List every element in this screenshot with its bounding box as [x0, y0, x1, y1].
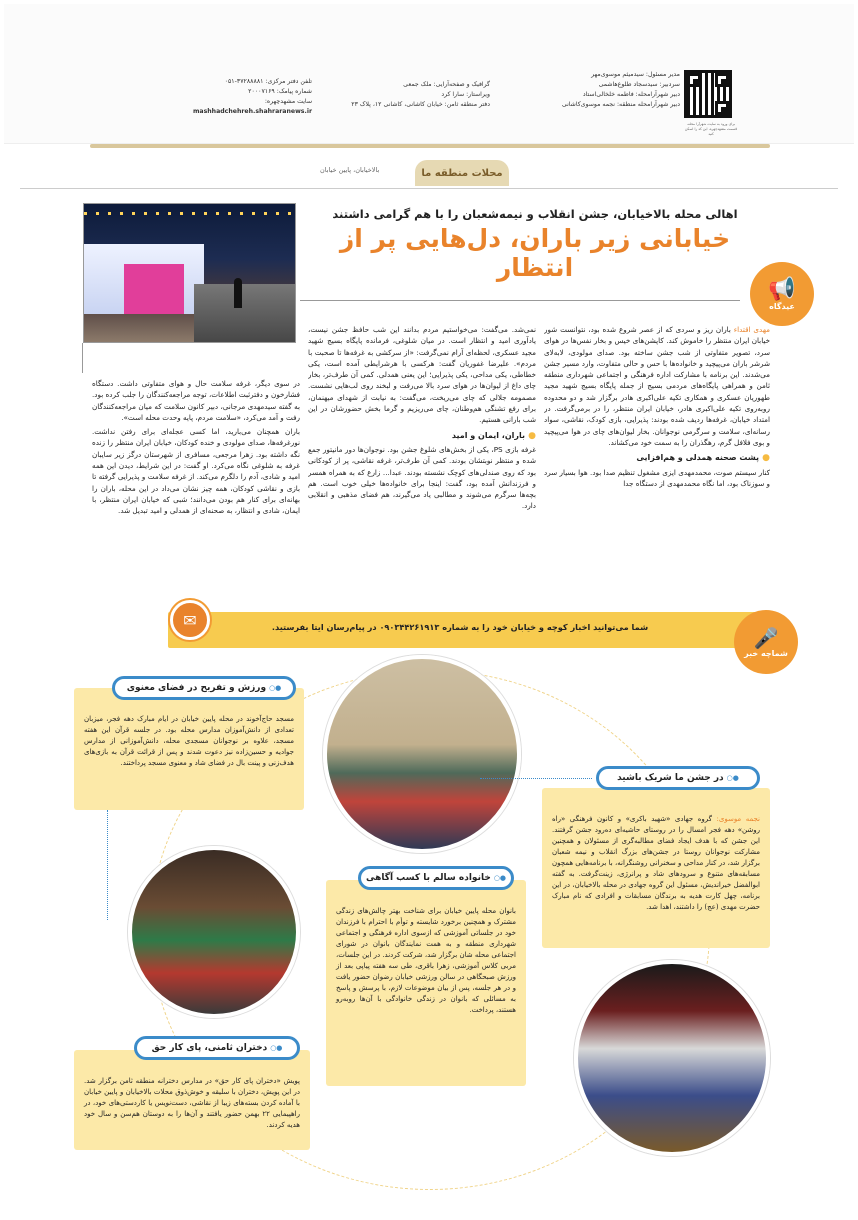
card-family-title: ●○ خانواده سالم با کسب آگاهی — [358, 866, 514, 890]
masthead-line: دبیر شهرآرامحله: فاطمه خلخالی‌استاد — [582, 91, 680, 98]
article-paragraph: کنار سیستم صوت، محمدمهدی ایزی مشغول تنظیم صدا بود. هوا بسیار سرد و سوزناک بود، اما نگاه محمدمهدی از دستگاه جدا — [544, 467, 770, 488]
article-subtitle: اهالی محله بالاخیابان، جشن انقلاب و نیمه‌شعبان را با هم گرامی داشتند — [332, 207, 738, 221]
messenger-icon: ✉ — [170, 600, 210, 640]
masthead-line: دبیر شهرآرامحله منطقه: نجمه موسوی‌کاشانی — [561, 101, 680, 108]
card-sport-title: ●○ ورزش و تفریح در فضای معنوی — [112, 676, 296, 700]
divider — [82, 343, 83, 373]
divider — [300, 300, 740, 301]
section-tab: محلات منطقه ما — [415, 160, 509, 186]
masthead-line: مدیر مسئول: سیدمیثم موسوی‌مهر — [591, 71, 680, 78]
news-tag — [734, 610, 798, 674]
street-festival-photo — [83, 203, 296, 343]
article-column-right — [544, 324, 770, 584]
article-paragraph: نمی‌شد. می‌گفت: می‌خواستیم مردم بدانند این شب حافظ جشن نیست، یادآوری امید و انتظار است. در میان شلوغی، فرمانده پایگاه بسیج شهید مجید عسکری، لحظه‌ای آرام نمی‌گرفت: «از سرکشی به غرفه‌ها تا صحبت با مردم». علیرضا غفوریان گفت: هرکسی با هرشرایطی آمده است، یکی خطاطی، یکی مداحی، یکی پذیرایی؛ این یعنی همدلی. کمی آن طرف‌تر، بخار چای داغ از لیوان‌ها در هوای سرد بالا می‌رفت و لبخند روی لب‌هایی نشست. مصمومه جلالی که چای می‌ریخت، می‌گفت: به نیابت از شهدای میهنمان، برای رفع تشنگی هم‌وطنان، چای می‌ریزیم و گرما بخش حضورشان در این شب بارانی هستیم. — [308, 325, 536, 425]
event-tag-label: عیدگاه — [769, 301, 795, 311]
news-banner-text: شما می‌توانید اخبار کوچه و خیابان خود را به شماره ۰۹۰۳۴۴۲۶۱۹۱۳ در پیام‌رسان ایتا بفرستید. — [271, 622, 649, 632]
article-column-middle — [308, 324, 536, 584]
article-paragraph: در سوی دیگر، غرفه سلامت حال و هوای متفاوتی داشت. دستگاه فشارخون و دفترثبت اطلاعات، توجه مراجعه‌کنندگان را جلب کرده بود. به گفته سیدمهدی مرجانی، دبیر کانون سلامت که میان مراجعه‌کنندگان رفت و آمد می‌کرد، «سلامت مردم، پایه وحدت محله است». — [92, 379, 300, 422]
card-text: گروه جهادی «شهید باکری» و کانون فرهنگی «راه روشن» دهه فجر امسال را در روستای حاشیه‌ای ده‌رود جشن گرفتند. این جشن که با هدف ایجاد فضای مطالبه‌گری از مسئولان و همچنین مشارکت نوجوانان روستا در جشن‌های بزرگ انقلاب و نیمه شعبان برگزار شد، در کنار مداحی و سخنرانی روشنگرانه، با برنامه‌هایی همچون مسابقه‌های متنوع و سرودهای شاد و پرانرژی، زینت‌گرفت. به گفته ابوالفضل خیراندیش، مسئول این گروه جهادی در محله بالاخیابان، در این برنامه، چهل کارت هدیه به برندگان مسابقات و افرادی که نام مبارک حضرت مهدی (عج) را داشتند، اهدا شد. — [552, 815, 760, 911]
masthead-line: تلفن دفتر مرکزی: ۳۷۲۸۸۸۸۱-۰۵۱ — [224, 78, 312, 85]
card-sport — [74, 688, 304, 810]
breadcrumb: بالاخیابان، پایین خیابان — [320, 166, 380, 174]
masthead-line: دفتر منطقه ثامن: خیابان کاشانی، کاشانی ۱۲، پلاک ۲۳ — [351, 101, 490, 108]
classroom-photo — [323, 655, 521, 853]
connector-line — [107, 810, 108, 920]
celebration-hall-photo — [574, 960, 770, 1156]
article-title: خیابانی زیر باران، دل‌هایی پر از انتظار — [339, 224, 731, 282]
masthead-line: سایت مشهد‌چهره: — [264, 98, 312, 105]
article-heading: ● باران، ایمان و امید — [308, 430, 536, 442]
masthead-contact — [172, 77, 312, 117]
event-tag — [750, 262, 814, 326]
masthead-line: شماره پیامک: ۲۰۰۰۷۱۶۹ — [248, 88, 312, 95]
article-heading: ● پشت صحنه همدلی و هم‌افزایی — [544, 452, 770, 464]
card-text: پویش «دختران پای کار حق» در مدارس دخترانه منطقه ثامن برگزار شد. در این پویش، دختران با سلیقه و خوش‌ذوق محلات بالاخیابان و پایین خیابان با آماده کردن بسته‌های زیبا از نقاشی، دست‌نویس یا کاردستی‌های خود، در راهپیمایی ۲۲ بهمن حضور یافتند و آن‌ها را به دوستان هم‌سن و سال خود هدیه کردند. — [84, 1077, 300, 1129]
website-link[interactable]: mashhadchehreh.shahraranews.ir — [192, 108, 312, 115]
masthead-credits — [330, 80, 490, 110]
article-paragraph: غرفه بازی PS، یکی از بخش‌های شلوغ جشن بود. نوجوان‌ها دور مانیتور جمع شده و منتظر نوبتشان بودند. کمی آن طرف‌تر، غرفه نقاشی، پر از کودکانی بود که روی صندلی‌های کوچک نشسته بودند. عبدا... زارع که به همراه همسر و فرزندانش آمده بود، گفت: اینجا برای خانواده‌ها خیلی خوب است. هم بچه‌ها سرگرم می‌شوند و مطالبی یاد می‌گیرند، هم فضای مذهبی و انقلابی دارد. — [308, 444, 536, 511]
qr-code-icon[interactable] — [684, 70, 732, 118]
article-column-left — [92, 378, 300, 584]
masthead-line: سردبیر: سیدسجاد طلوع‌هاشمی — [598, 81, 680, 88]
news-tag-label: شماچه خبر — [744, 648, 788, 658]
card-celebration — [542, 788, 770, 948]
masthead-line: گرافیک و صفحه‌آرایی: ملک جمعی — [403, 81, 490, 88]
card-celebration-title: ●○ در جشن ما شریک باشید — [596, 766, 760, 790]
card-family — [326, 880, 526, 1086]
card-girls — [74, 1050, 310, 1150]
connector-line — [480, 778, 592, 779]
author-name: نجمه موسوی: — [716, 815, 760, 823]
masthead-staff — [540, 70, 680, 110]
article-paragraph: باران ریز و سردی که از عصر شروع شده بود، نتوانست شور خیابان ایران منتظر را خاموش کند. کاپشن‌های خیس و بخار نفس‌ها در هوای سرد، تصویر متفاوتی از شب جشن ساخته بود. صدای مولودی، لابه‌لای شرشر باران می‌پیچید و خانواده‌ها با حس و حالی متفاوت، وارد مسیر جشن می‌شدند. این برنامه با مشارکت اداره فرهنگی و اجتماعی شهرداری منطقه ثامن و همراهی پایگاه‌های مردمی بسیج از جمله پایگاه بسیج شهید مجید طهوریان عسکری و همکاری تکیه علی‌اکبری هادر برگزار شد و دو محدوده روبه‌روی تکیه علی‌اکبری هادر، خیابان ایران منتظر، را در برمی‌گرفت. در امتداد خیابان، غرفه‌ها ردیف شده بودند: پذیرایی، بازی کودک، نقاشی، سواد رسانه‌ای، سلامت و سرگرمی نوجوانان. بخار لیوان‌های چای در هوا می‌پیچید و بوی فلافل گرم، رهگذران را به سمت خود می‌کشاند. — [544, 325, 770, 447]
kids-group-photo — [128, 846, 300, 1018]
author-name: مهدی اقتداء — [733, 325, 770, 334]
microphone-icon: 🎤 — [753, 625, 779, 650]
card-text: مسجد حاج‌آخوند در محله پایین خیابان در ایام مبارک دهه فجر، میزبان تعدادی از دانش‌آموزان مدارس محله بود. در جلسه قرآن این هفته مسجد، علاوه بر نوجوانان مسجدی محله، دانش‌آموزانی از مدارس جوادیه و حسین‌زاده نیز دعوت شدند و پس از قرائت قرآن به بازی‌های هدف‌زنی و پینت بال در فضای شاد و معنوی مسجد پرداختند. — [84, 715, 294, 767]
article-paragraph: باران همچنان می‌بارید، اما کسی عجله‌ای برای رفتن نداشت. نورغرفه‌ها، صدای مولودی و خنده کودکان، خیابان ایران منتظر را زنده نگه داشته بود. زهرا مرجعی، مسافری از شهرستان درگز زیر سایبان غرفه به شلوغی نگاه می‌کرد. او گفت: در این شرایط، دیدن این همه امید و شادی، آدم را دلگرم می‌کند. از غرفه سلامت و پذیرایی گرفته تا بازی و نقاشی کودکان، همه چیز نشان می‌داد در این محله، باران را بهانه‌ای برای کنار هم بودن می‌دانند؛ شبی که خیابان ایران منتظر، با ایمان، شادی و انتظار، به صحنه‌ای از همدلی و امید تبدیل شد. — [92, 427, 300, 516]
card-text: بانوان محله پایین خیابان برای شناخت بهتر چالش‌های زندگی مشترک و همچنین برخورد شایسته و توأم با احترام با فرزندان خود در جلساتی آموزشی که ازسوی اداره فرهنگی و اجتماعی شهرداری منطقه و به همت نمایندگان بانوان در شورای اجتماعی محله شان برگزار شد، شرکت کردند. در این جلسات، مربی کلاس آموزشی، زهرا باقری، طی سه هفته پیاپی بعد از ورزش صبحگاهی در سالن ورزشی خیابان رضوان حضور یافت و در هر جلسه، پس از بیان موضوعات لازم، با پرسش و پاسخ به مسائلی که بانوان در زندگی خانوادگی با آن‌ها روبه‌رو هستند، پرداخت. — [336, 907, 516, 1014]
qr-note: برای ورود به سایت شهرآرا محله، قسمت مشهد‌چهره، این کد را اسکن کنید — [684, 122, 738, 136]
masthead-line: ویراستار: سارا کرد — [441, 91, 490, 98]
divider — [90, 144, 770, 148]
card-girls-title: ●○ دختران ثامنی، پای کار حق — [134, 1036, 300, 1060]
divider — [20, 188, 838, 189]
megaphone-icon: 📢 — [768, 276, 796, 302]
